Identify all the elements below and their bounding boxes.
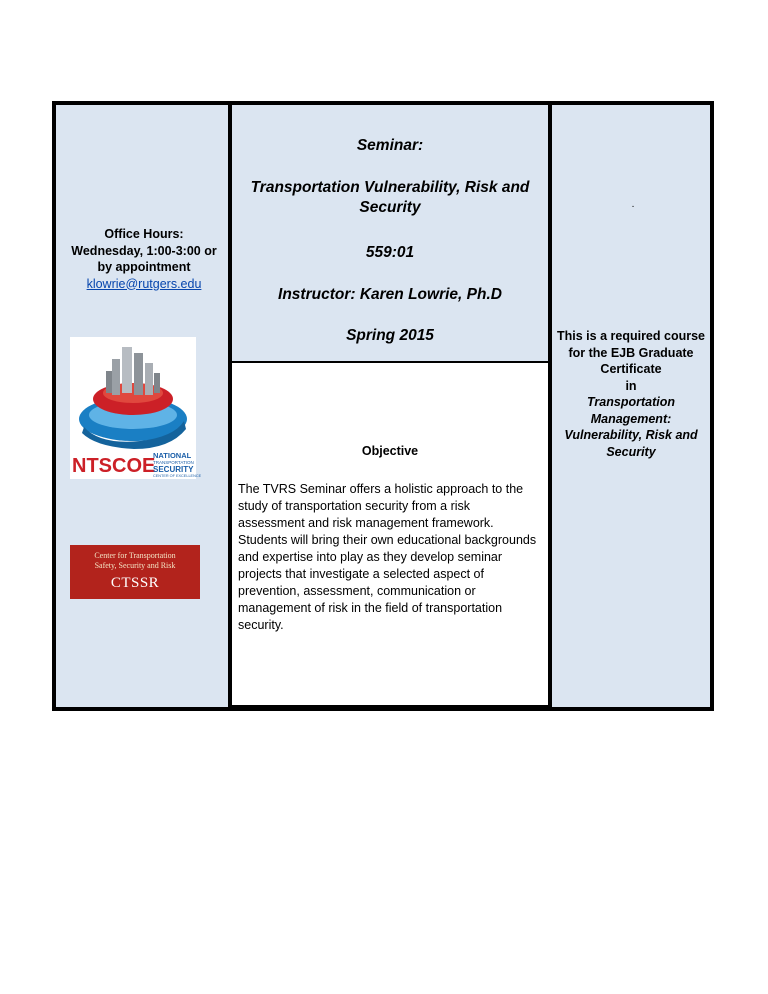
course-title-line2: Security <box>359 199 421 216</box>
objective-text: The TVRS Seminar offers a holistic approach to the study of transportation security from a risk assessment and risk management framework. Students will bring their own educational backgrounds and expertise into play as they develop seminar projects that investigate a selected aspect of prevention, assessment, communication or management of risk in the field of transportation security. <box>238 482 537 632</box>
ctssr-logo-acronym: CTSSR <box>110 575 160 591</box>
course-number: 559:01 <box>365 244 415 261</box>
svg-text:SECURITY: SECURITY <box>153 465 194 474</box>
office-hours-time: Wednesday, 1:00-3:00 or <box>71 243 217 258</box>
certificate-name-line2: Management: <box>590 411 672 426</box>
instructor-email-link[interactable]: klowrie@rutgers.edu <box>86 276 202 291</box>
ctssr-logo <box>70 545 200 599</box>
seminar-label: Seminar: <box>356 137 424 154</box>
ctssr-logo-line2: Safety, Security and Risk <box>94 561 176 570</box>
ctssr-logo-line1: Center for Transportation <box>94 551 176 560</box>
course-flyer-frame <box>52 101 714 711</box>
svg-text:NTSCOE: NTSCOE <box>72 455 156 477</box>
right-column <box>548 105 710 707</box>
certificate-note-line1: This is a required course <box>557 329 705 343</box>
certificate-note-line4: in <box>625 378 637 393</box>
certificate-name-line1: Transportation <box>587 395 675 409</box>
course-header-panel <box>232 105 548 363</box>
course-term: Spring 2015 <box>346 327 434 344</box>
svg-text:NATIONAL: NATIONAL <box>153 451 192 460</box>
certificate-name-line3: Vulnerability, Risk and <box>564 428 698 442</box>
course-title-line1: Transportation Vulnerability, Risk and <box>250 179 530 196</box>
ntscoe-logo <box>70 337 202 479</box>
ntscoe-logo-graphic <box>70 337 202 479</box>
office-hours <box>56 226 232 292</box>
office-hours-label: Office Hours: <box>104 227 184 241</box>
certificate-note <box>552 328 710 460</box>
svg-text:CENTER OF EXCELLENCE: CENTER OF EXCELLENCE <box>153 474 202 478</box>
instructor-name: Instructor: Karen Lowrie, Ph.D <box>278 286 502 303</box>
certificate-name-line4: Security <box>606 444 656 459</box>
left-column <box>56 105 232 707</box>
office-hours-appointment: by appointment <box>97 260 191 274</box>
certificate-note-line3: Certificate <box>600 362 662 376</box>
svg-text:TRANSPORTATION: TRANSPORTATION <box>153 460 194 465</box>
certificate-note-line2: for the EJB Graduate <box>568 345 694 360</box>
center-column <box>232 105 548 707</box>
objective-heading: Objective <box>361 444 419 458</box>
dot-mark: . <box>631 199 635 210</box>
